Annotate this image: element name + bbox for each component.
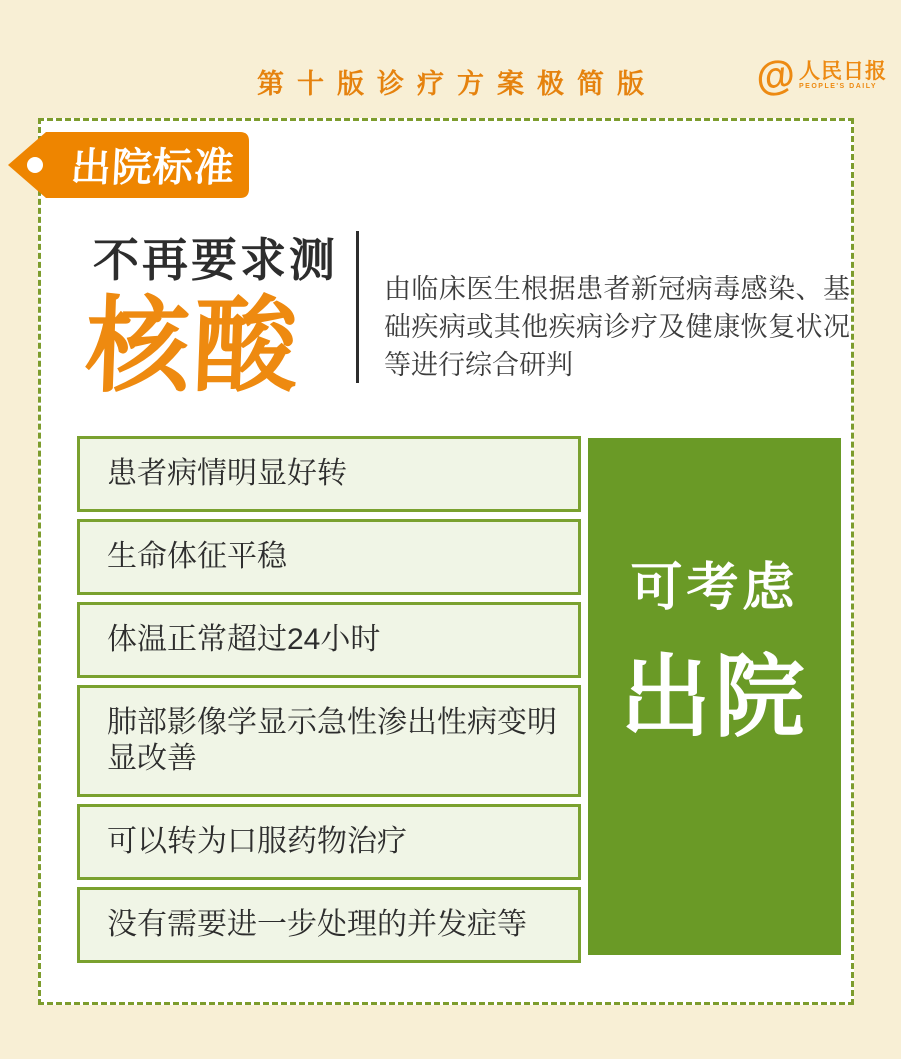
conclusion-line2: 出院 — [620, 648, 809, 748]
logo-name-en: PEOPLE'S DAILY — [799, 83, 878, 91]
logo-text — [799, 61, 887, 90]
section-tag-label: 出院标准 — [69, 145, 236, 190]
heading-line2: 核酸 — [83, 289, 304, 405]
page-title: 第十版诊疗方案极简版 — [257, 69, 657, 99]
conclusion-panel — [588, 438, 841, 955]
criteria-item: 患者病情明显好转 — [77, 436, 581, 512]
logo-name-cn: 人民日报 — [799, 60, 887, 84]
vertical-divider — [356, 231, 359, 383]
peoples-daily-logo — [753, 51, 887, 101]
criteria-item: 可以转为口服药物治疗 — [77, 804, 581, 880]
heading-line1: 不再要求测 — [93, 234, 338, 286]
section-tag — [4, 131, 252, 199]
at-megaphone-icon: @ — [753, 51, 798, 101]
criteria-item: 没有需要进一步处理的并发症等 — [77, 887, 581, 963]
criteria-item: 体温正常超过24小时 — [77, 602, 581, 678]
criteria-item: 肺部影像学显示急性渗出性病变明显改善 — [77, 685, 581, 797]
section-description: 由临床医生根据患者新冠病毒感染、基础疾病或其他疾病诊疗及健康恢复状况等进行综合研判 — [384, 274, 850, 380]
criteria-list — [77, 436, 581, 970]
conclusion-line1: 可考虑 — [630, 559, 799, 617]
criteria-item: 生命体征平稳 — [77, 519, 581, 595]
